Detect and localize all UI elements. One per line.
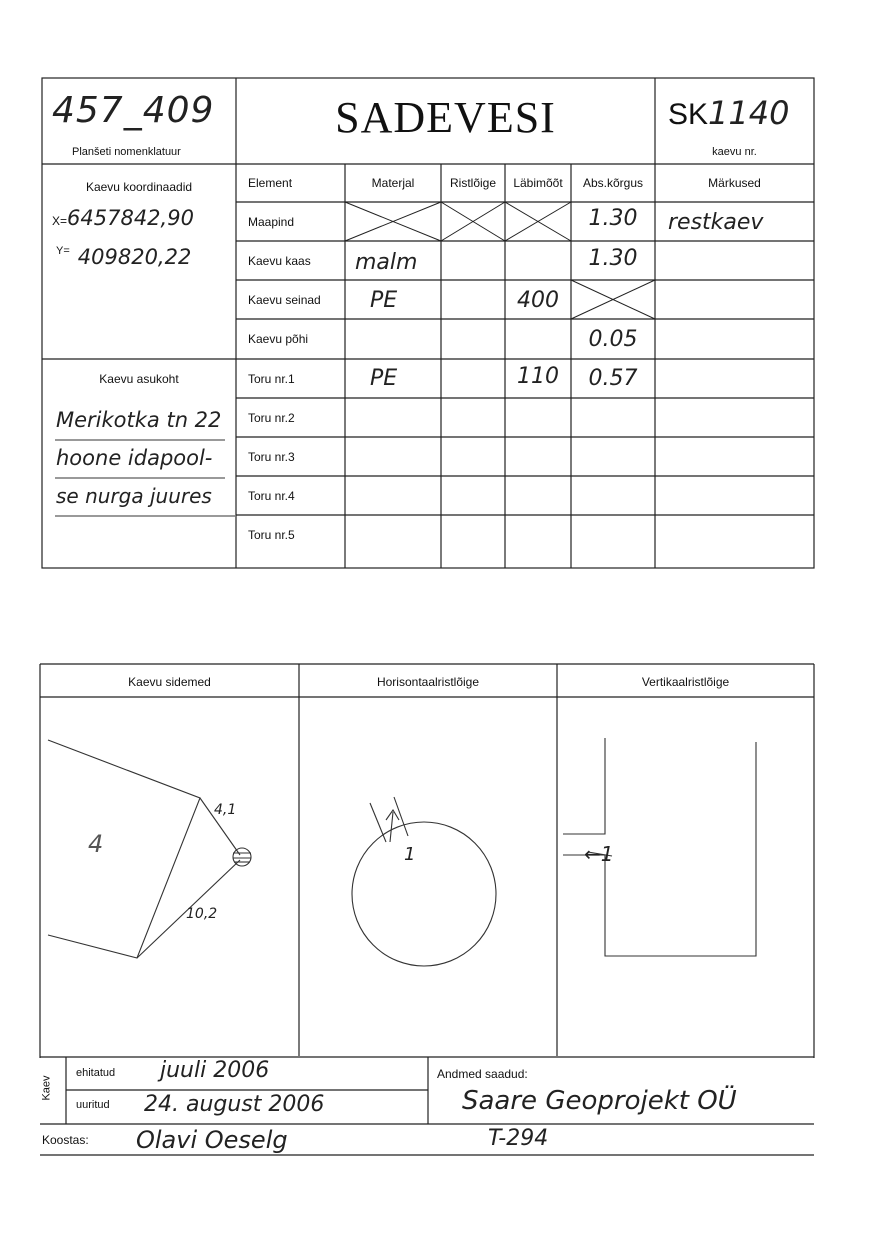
row-element-toru-4: Toru nr.4 (248, 489, 295, 503)
plansheet-label: Planšeti nomenklatuur (72, 146, 181, 158)
coord-x-label: X= (52, 214, 68, 228)
row-element-kaevu-seinad: Kaevu seinad (248, 293, 321, 307)
page-title: SADEVESI (335, 93, 556, 142)
row-element-toru-3: Toru nr.3 (248, 450, 295, 464)
maapind-markused: restkaev (668, 210, 764, 235)
plansheet-number: 457_409 (52, 90, 215, 131)
coordinates-label: Kaevu koordinaadid (85, 180, 193, 194)
horisontaal-pipe-label: 1 (404, 844, 416, 865)
document-code: T-294 (488, 1126, 549, 1151)
maapind-abs: 1.30 (588, 206, 638, 231)
row-element-maapind: Maapind (248, 215, 295, 229)
kaevu-kaas-materjal: malm (355, 250, 418, 275)
row-element-kaevu-pohi: Kaevu põhi (248, 332, 309, 346)
sidemed-building-label: 4 (88, 830, 104, 858)
toru-1-abs: 0.57 (588, 366, 638, 391)
uuritud-value: 24. august 2006 (144, 1092, 325, 1117)
toru-1-materjal: PE (370, 366, 398, 391)
row-element-toru-2: Toru nr.2 (248, 411, 295, 425)
well-label: kaevu nr. (712, 146, 757, 158)
horisontaal-sketch (352, 797, 496, 966)
sidemed-distance-2: 10,2 (186, 906, 218, 922)
kaevu-pohi-abs: 0.05 (588, 327, 638, 352)
ehitatud-label: ehitatud (76, 1067, 116, 1079)
well-prefix: SK (668, 98, 709, 131)
col-header-labimoot: Läbimõõt (513, 176, 563, 190)
row-element-toru-1: Toru nr.1 (248, 372, 295, 386)
vertikaal-arrow-label: ←1 (584, 842, 614, 866)
kaevu-seinad-labimoot: 400 (517, 288, 559, 313)
col-header-ristloige: Ristlõige (449, 176, 497, 190)
toru-1-labimoot: 110 (517, 364, 559, 389)
sidemed-sketch (48, 740, 251, 958)
andmed-label: Andmed saadud: (437, 1067, 528, 1081)
location-label: Kaevu asukoht (99, 372, 179, 386)
koostas-value: Olavi Oeselg (136, 1126, 288, 1154)
location-line-2: hoone idapool- (56, 446, 213, 470)
vertikaal-title: Vertikaalristlõige (641, 675, 730, 689)
sidemed-title: Kaevu sidemed (128, 675, 211, 689)
andmed-value: Saare Geoprojekt OÜ (462, 1086, 737, 1116)
coord-y-value: 409820,22 (77, 245, 192, 269)
kaevu-seinad-materjal: PE (370, 288, 398, 313)
coord-y (56, 245, 191, 269)
location-line-3: se nurga juures (56, 484, 212, 508)
koostas-label: Koostas: (42, 1133, 89, 1147)
sidemed-distance-1: 4,1 (214, 802, 237, 818)
well-value: 1140 (708, 94, 790, 132)
coord-x-value: 6457842,90 (67, 206, 194, 230)
col-header-abs: Abs.kõrgus (582, 176, 644, 190)
horisontaal-title: Horisontaalristlõige (376, 675, 480, 689)
coord-x (52, 206, 194, 230)
well-number (668, 94, 789, 132)
col-header-markused: Märkused (708, 176, 761, 190)
location-line-1: Merikotka tn 22 (56, 408, 222, 432)
footer-side-label: Kaev (40, 1075, 53, 1101)
row-element-kaevu-kaas: Kaevu kaas (248, 254, 311, 268)
uuritud-label: uuritud (76, 1099, 110, 1111)
ehitatud-value: juuli 2006 (160, 1058, 270, 1083)
col-header-element: Element (248, 176, 293, 190)
row-element-toru-5: Toru nr.5 (248, 528, 295, 542)
col-header-materjal: Materjal (371, 176, 415, 190)
coord-y-label: Y= (56, 245, 70, 257)
kaevu-kaas-abs: 1.30 (588, 246, 638, 271)
